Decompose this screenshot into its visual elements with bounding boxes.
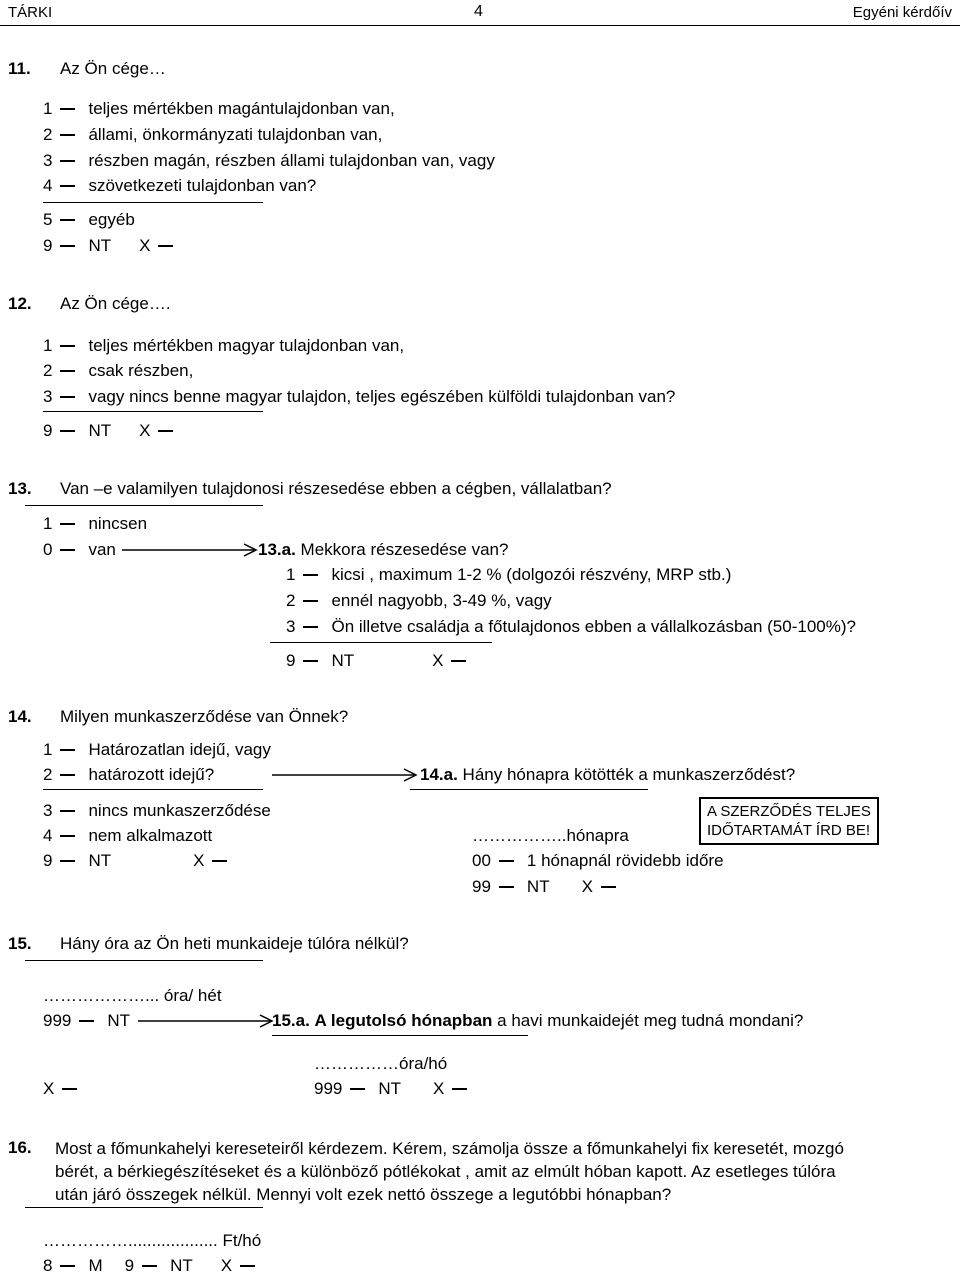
q14-question: Milyen munkaszerződése van Önnek? (60, 707, 349, 726)
q11-option-2[interactable]: 2 állami, önkormányzati tulajdonban van, (43, 125, 383, 144)
divider (25, 505, 263, 506)
divider (25, 960, 263, 961)
q11-option-5[interactable]: 5 egyéb (43, 210, 135, 229)
note-line: A SZERZŐDÉS TELJES (707, 803, 871, 820)
q15-x-mark[interactable]: X (43, 1079, 90, 1099)
q15-option-999[interactable]: 999 NT (43, 1011, 131, 1030)
q13-number: 13. (8, 479, 32, 498)
q13a-option-9[interactable]: 9 NT X (286, 651, 479, 671)
q14-number: 14. (8, 707, 32, 726)
q13-option-1[interactable]: 1 nincsen (43, 514, 148, 533)
q16-number: 16. (8, 1138, 32, 1157)
q15a-question: 15.a. A legutolsó hónapban a havi munkaidejét meg tudná mondani? (272, 1011, 804, 1030)
q11-option-1[interactable]: 1 teljes mértékben magántulajdonban van, (43, 99, 395, 118)
q12-number: 12. (8, 294, 32, 313)
q11-question: Az Ön cége… (60, 59, 166, 78)
q16-options-row[interactable]: 8 M 9 NT X (43, 1256, 268, 1276)
arrow-right-icon (122, 542, 262, 558)
q15a-option-999[interactable]: 999 NT X (314, 1079, 480, 1099)
interviewer-note-box (699, 797, 879, 845)
q14-option-1[interactable]: 1 Határozatlan idejű, vagy (43, 740, 271, 759)
q16-question-line: után járó összegek nélkül. Mennyi volt ezek nettó összege a legutóbbi hónapban? (55, 1185, 672, 1204)
q11-option-3[interactable]: 3 részben magán, részben állami tulajdonban van, vagy (43, 151, 495, 170)
q14-option-4[interactable]: 4 nem alkalmazott (43, 826, 213, 845)
divider (270, 642, 492, 643)
q13a-question: 13.a. Mekkora részesedése van? (258, 540, 509, 559)
note-line: IDŐTARTAMÁT ÍRD BE! (707, 822, 871, 839)
page-number: 4 (474, 3, 483, 20)
q12-option-1[interactable]: 1 teljes mértékben magyar tulajdonban van, (43, 336, 405, 355)
header-org: TÁRKI (8, 4, 53, 21)
q16-question (55, 1137, 915, 1206)
divider (410, 789, 648, 790)
q11-option-4[interactable]: 4 szövetkezeti tulajdonban van? (43, 176, 317, 195)
q13a-option-1[interactable]: 1 kicsi , maximum 1-2 % (dolgozói részvény, MRP stb.) (286, 565, 732, 584)
q16-question-line: bérét, a bérkiegészítéseket és a különböző pótlékokat , amit az elmúlt hóban kapott. Az esetleges túlóra (55, 1162, 836, 1181)
q14-option-9[interactable]: 9 NT X (43, 851, 240, 871)
q14a-option-99[interactable]: 99 NT X (472, 877, 629, 897)
q16-amount-field[interactable]: ……………................... Ft/hó (43, 1231, 262, 1250)
q14-option-2[interactable]: 2 határozott idejű? (43, 765, 215, 784)
divider (43, 789, 263, 790)
q15-question: Hány óra az Ön heti munkaideje túlóra nélkül? (60, 934, 409, 953)
q13-question: Van –e valamilyen tulajdonosi részesedése ebben a cégben, vállalatban? (60, 479, 612, 498)
q14a-option-00[interactable]: 00 1 hónapnál rövidebb időre (472, 851, 724, 870)
q12-option-9[interactable]: 9 NT X (43, 421, 186, 441)
divider (43, 202, 263, 203)
q15-number: 15. (8, 934, 32, 953)
q13a-option-2[interactable]: 2 ennél nagyobb, 3-49 %, vagy (286, 591, 552, 610)
divider (43, 411, 263, 412)
divider (272, 1035, 528, 1036)
divider (25, 1207, 263, 1208)
arrow-right-icon (272, 767, 422, 783)
q13a-option-3[interactable]: 3 Ön illetve családja a főtulajdonos ebben a vállalkozásban (50-100%)? (286, 617, 856, 636)
q12-option-3[interactable]: 3 vagy nincs benne magyar tulajdon, teljes egészében külföldi tulajdonban van? (43, 387, 676, 406)
q12-question: Az Ön cége…. (60, 294, 171, 313)
header-doc-title: Egyéni kérdőív (852, 4, 952, 21)
q11-option-9[interactable]: 9 NT X (43, 236, 186, 256)
q14a-months-field[interactable]: ……………..hónapra (472, 826, 629, 845)
q15-hours-field[interactable]: ………………... óra/ hét (43, 986, 222, 1005)
q13-option-0[interactable]: 0 van (43, 540, 116, 559)
arrow-right-icon (138, 1013, 278, 1029)
q14-option-3[interactable]: 3 nincs munkaszerződése (43, 801, 271, 820)
q11-number: 11. (8, 59, 31, 78)
page-header (0, 0, 960, 26)
q15a-hours-field[interactable]: ……………óra/hó (314, 1054, 448, 1073)
q16-question-line: Most a főmunkahelyi kereseteiről kérdezem. Kérem, számolja össze a főmunkahelyi fix keresetét, mozgó (55, 1139, 844, 1158)
q12-option-2[interactable]: 2 csak részben, (43, 361, 194, 380)
q14a-question: 14.a. Hány hónapra kötötték a munkaszerződést? (420, 765, 796, 784)
